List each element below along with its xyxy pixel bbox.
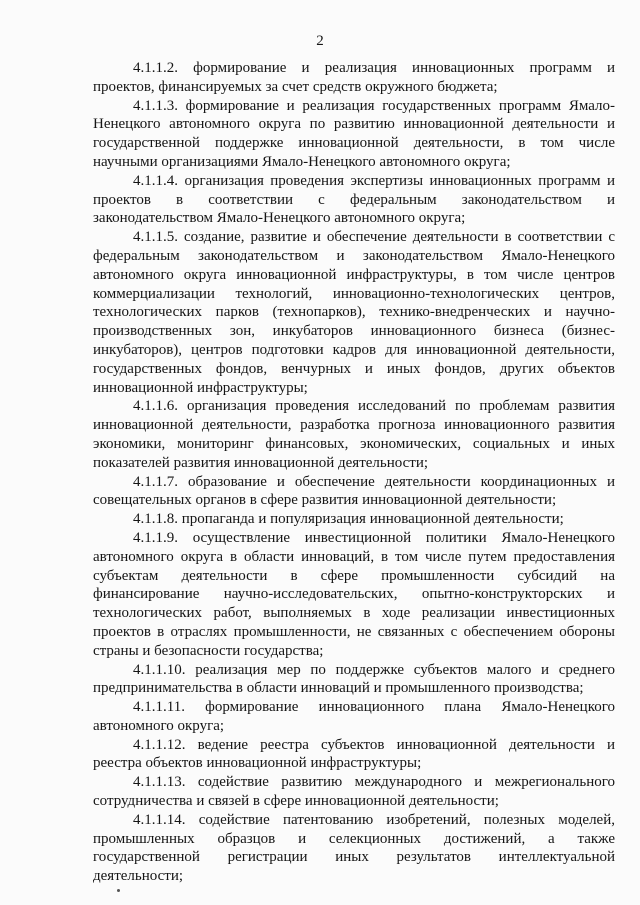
paragraph-line: государственной регистрации иных результатов интеллектуальной [93, 849, 615, 866]
paragraph-first-line: 4.1.1.7. образование и обеспечение деятельности координационных и [133, 473, 615, 490]
paragraph-line: экономики, мониторинг финансовых, экономических, социальных и иных [93, 435, 615, 452]
paragraph-line: государственных фондов, венчурных и иных фондов, других объектов [93, 360, 615, 377]
paragraph-line: финансирование научно-исследовательских, опытно-конструкторских и [93, 586, 615, 603]
paragraph [93, 228, 615, 397]
paragraph-line: инновационной деятельности, разработка прогноза инновационного развития [93, 417, 615, 434]
paragraph [93, 811, 615, 886]
paragraph-line: показателей развития инновационной деятельности; [93, 454, 429, 471]
document-body [93, 59, 615, 886]
paragraph-line: инновационной инфраструктуры; [93, 379, 308, 396]
paragraph-line: сотрудничества и связей в сфере инновационной деятельности; [93, 793, 499, 810]
paragraph-first-line: 4.1.1.4. организация проведения экспертизы инновационных программ и [133, 172, 615, 189]
page-number: 2 [316, 33, 324, 49]
paragraph-line: производственных зон, инкубаторов инновационного бизнеса (бизнес- [93, 323, 615, 340]
paragraph-line: инкубаторов), центров подготовки кадров для инновационной деятельности, [93, 341, 615, 358]
paragraph [93, 473, 615, 511]
paragraph-line: проектов, финансируемых за счет средств окружного бюджета; [93, 78, 498, 95]
paragraph-line: технологических парков (технопарков), технико-внедренческих и научно- [93, 304, 615, 321]
paragraph-line: субъектам деятельности в сфере промышленности субсидий на [93, 567, 615, 584]
paragraph-first-line: 4.1.1.10. реализация мер по поддержке субъектов малого и среднего [133, 661, 615, 678]
paragraph-first-line: 4.1.1.12. ведение реестра субъектов инновационной деятельности и [133, 736, 615, 753]
paragraph-line: совещательных органов в сфере развития инновационной деятельности; [93, 492, 557, 509]
paragraph-line: проектов в отраслях промышленности, не связанных с обеспечением обороны [93, 623, 615, 640]
paragraph [93, 736, 615, 774]
paragraph [93, 773, 615, 811]
paragraph [93, 59, 615, 97]
paragraph-line: технологических работ, выполняемых в ходе реализации инвестиционных [93, 605, 615, 622]
paragraph-line: федеральным законодательством и законодательством Ямало-Ненецкого [93, 247, 615, 264]
paragraph-first-line: 4.1.1.5. создание, развитие и обеспечение деятельности в соответствии с [133, 229, 615, 246]
paragraph [93, 529, 615, 661]
paragraph-first-line: 4.1.1.13. содействие развитию международного и межрегионального [133, 774, 615, 791]
paragraph-first-line: 4.1.1.9. осуществление инвестиционной политики Ямало-Ненецкого [133, 529, 615, 546]
paragraph-line: государственной поддержке инновационной деятельности, в том числе [93, 135, 615, 152]
paragraph-line: научными организациями Ямало-Ненецкого автономного округа; [93, 153, 511, 170]
paragraph-first-line: 4.1.1.3. формирование и реализация государственных программ Ямало- [133, 97, 615, 114]
paragraph [93, 510, 615, 529]
paragraph-first-line: 4.1.1.11. формирование инновационного плана Ямало-Ненецкого [133, 699, 615, 716]
paragraph [93, 698, 615, 736]
paragraph-first-line: 4.1.1.6. организация проведения исследований по проблемам развития [133, 398, 615, 415]
paragraph [93, 97, 615, 172]
paragraph-line: автономного округа в области инноваций, в том числе путем предоставления [93, 548, 615, 565]
paragraph-line: законодательством Ямало-Ненецкого автономного округа; [93, 210, 466, 227]
paragraph-line: предпринимательства в области инноваций и промышленного производства; [93, 680, 584, 697]
paragraph-line: реестра объектов инновационной инфраструктуры; [93, 755, 422, 772]
paragraph [93, 172, 615, 228]
paragraph-first-line: 4.1.1.14. содействие патентованию изобретений, полезных моделей, [133, 811, 615, 828]
paragraph-line: страны и безопасности государства; [93, 642, 324, 659]
paragraph-first-line: 4.1.1.8. пропаганда и популяризация инновационной деятельности; [133, 511, 564, 528]
paragraph-first-line: 4.1.1.2. формирование и реализация инновационных программ и [133, 60, 615, 76]
paragraph [93, 661, 615, 699]
paragraph-line: промышленных образцов и селекционных достижений, а также [93, 830, 615, 847]
paragraph-line: деятельности; [93, 868, 184, 885]
paragraph-line: автономного округа инновационной инфраструктуры, в том числе центров [93, 266, 615, 283]
paragraph-line: Ненецкого автономного округа по развитию инновационной деятельности и [93, 116, 615, 133]
scan-speck [117, 889, 120, 892]
paragraph [93, 397, 615, 472]
paragraph-line: коммерциализации технологий, инновационно-технологических центров, [93, 285, 615, 302]
paragraph-line: автономного округа; [93, 717, 225, 734]
paragraph-line: проектов в соответствии с федеральным законодательством и [93, 191, 615, 208]
